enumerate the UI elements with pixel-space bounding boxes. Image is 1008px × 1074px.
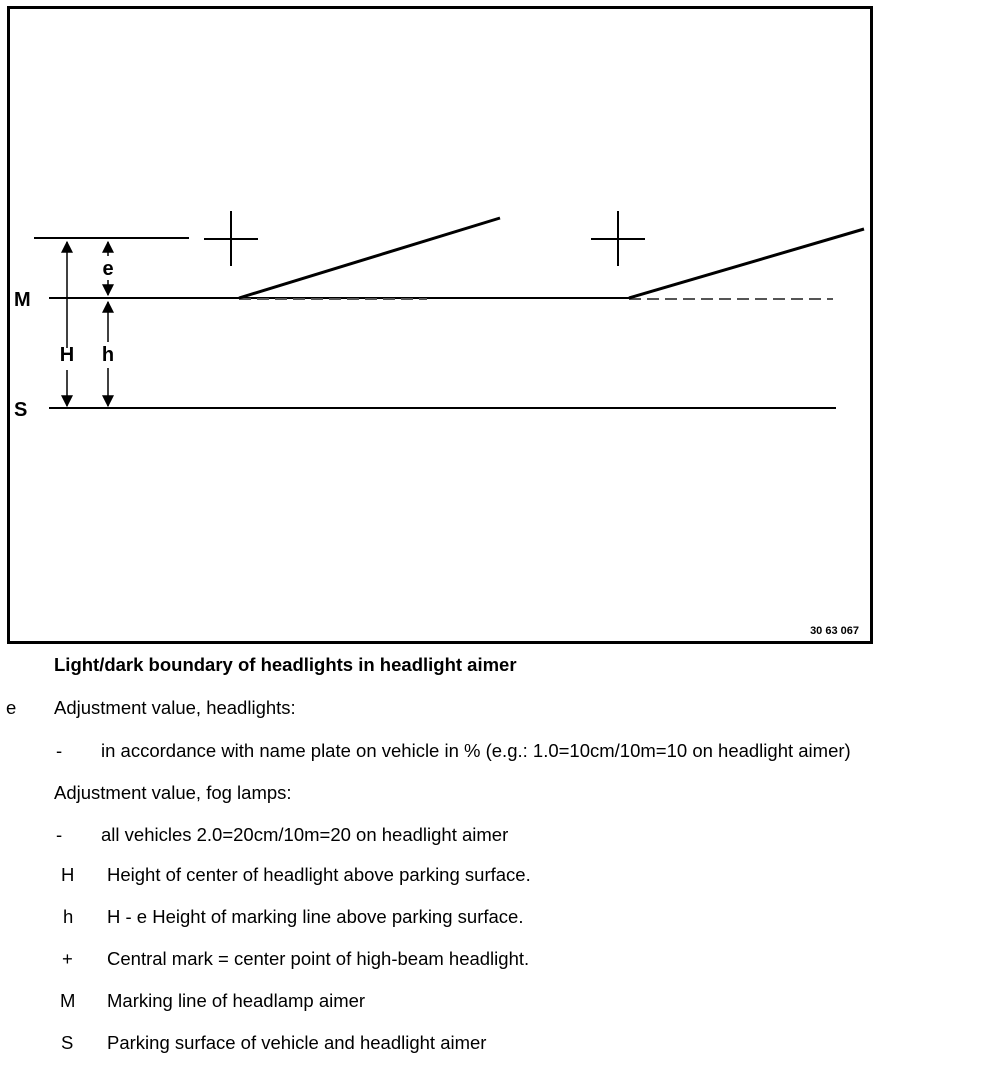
headlight-aimer-diagram xyxy=(7,6,873,644)
label-H: H xyxy=(59,344,75,366)
legend-item-key: + xyxy=(62,948,73,969)
legend-e-detail-bullet: - xyxy=(56,740,63,761)
legend-item-text: Parking surface of vehicle and headlight aimer xyxy=(107,1032,487,1053)
legend-fog-detail: all vehicles 2.0=20cm/10m=20 on headlight aimer xyxy=(101,824,509,845)
legend-e-key: e xyxy=(6,697,17,718)
label-M: M xyxy=(14,289,31,311)
legend-item-text: Central mark = center point of high-beam headlight. xyxy=(107,948,530,969)
legend-item-key: M xyxy=(60,990,76,1011)
legend-item-text: Height of center of headlight above parking surface. xyxy=(107,864,531,885)
label-h: h xyxy=(101,344,115,366)
legend-fog-text: Adjustment value, fog lamps: xyxy=(54,782,292,803)
legend-item-key: S xyxy=(61,1032,74,1053)
label-e: e xyxy=(102,258,114,280)
figure-number: 30 63 067 xyxy=(810,625,859,637)
legend-e-text: Adjustment value, headlights: xyxy=(54,697,296,718)
legend-fog-detail-bullet: - xyxy=(56,824,63,845)
legend-item-key: H xyxy=(61,864,75,885)
legend-item-text: H - e Height of marking line above parking surface. xyxy=(107,906,524,927)
diagram-border xyxy=(9,8,872,643)
legend-item-key: h xyxy=(63,906,74,927)
label-S: S xyxy=(14,399,28,421)
legend-item-text: Marking line of headlamp aimer xyxy=(107,990,366,1011)
legend-e-detail: in accordance with name plate on vehicle in % (e.g.: 1.0=10cm/10m=10 on headlight aimer) xyxy=(101,740,851,761)
diagram-caption: Light/dark boundary of headlights in headlight aimer xyxy=(54,654,517,675)
